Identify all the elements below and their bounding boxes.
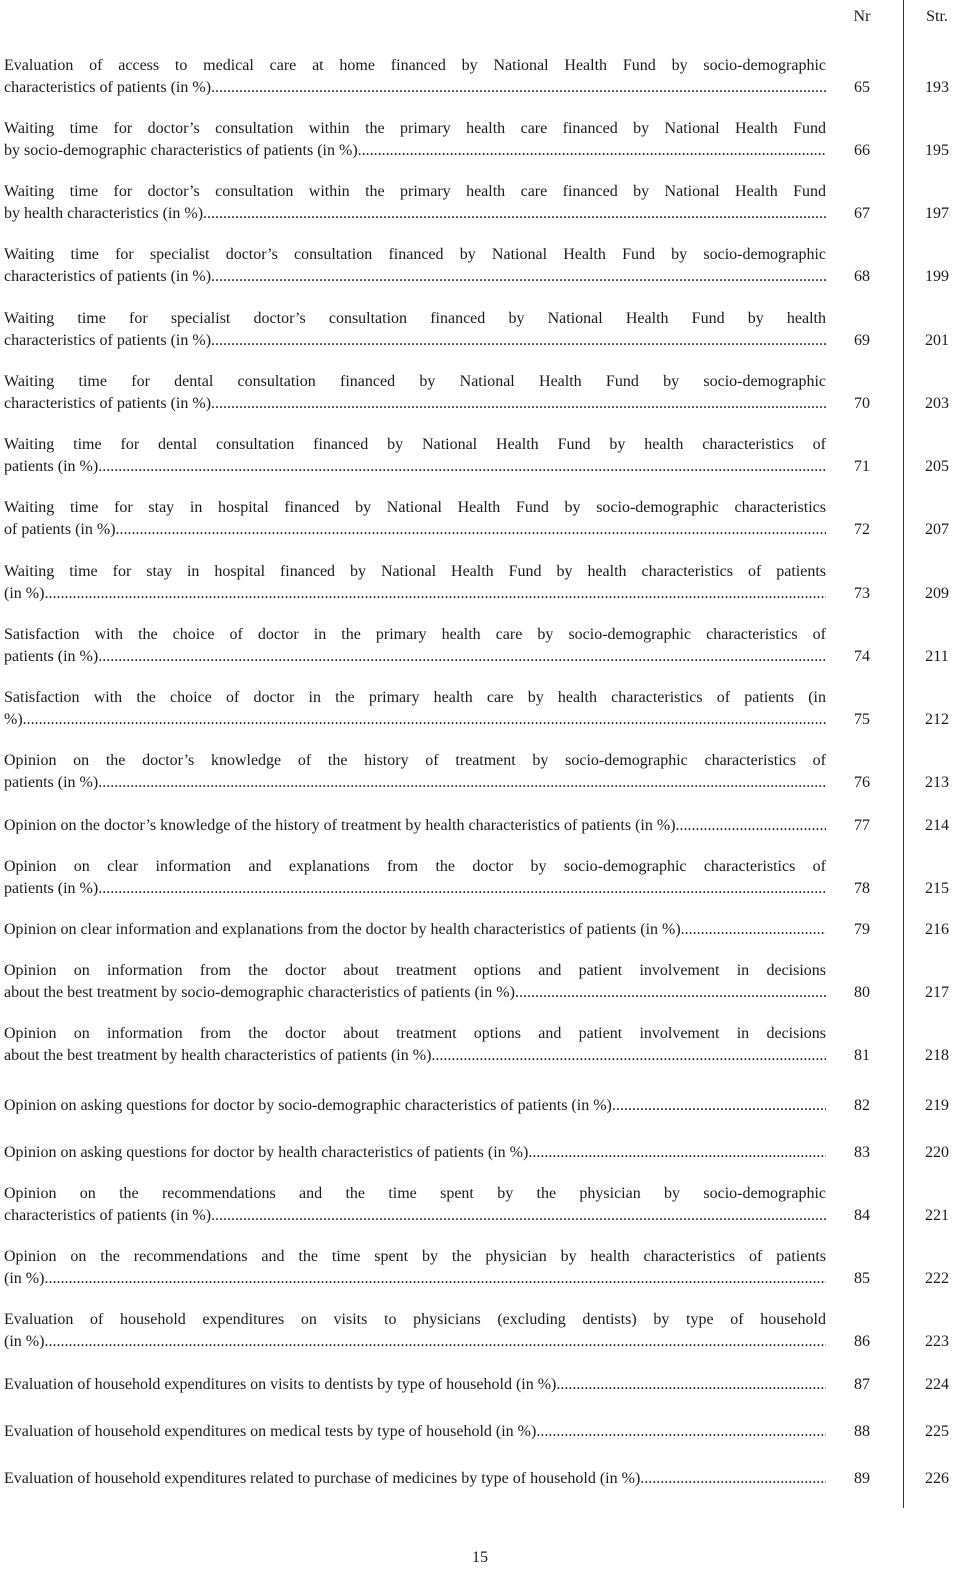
page-ref: 219 <box>925 1097 949 1114</box>
toc-entry-line: Waiting time for dental consultation financed by National Health Fund by health characteristics of <box>4 436 826 453</box>
dot-leader <box>676 815 826 837</box>
page-ref: 212 <box>925 711 949 728</box>
toc-entry-line <box>4 330 826 352</box>
toc-entry-title <box>4 1142 826 1164</box>
page-ref: 223 <box>925 1333 949 1350</box>
toc-entry-line <box>4 878 826 900</box>
toc-entry-line <box>4 1205 826 1227</box>
page-ref: 207 <box>925 521 949 538</box>
toc-entry-text: about the best treatment by socio-demographic characteristics of patients (in %) <box>4 984 515 1001</box>
dot-leader <box>44 1331 826 1353</box>
page-ref: 216 <box>925 921 949 938</box>
toc-entry-title <box>4 118 826 162</box>
toc-entry-title <box>4 1023 826 1067</box>
page-ref: 220 <box>925 1144 949 1161</box>
toc-entry-line: Waiting time for dental consultation financed by National Health Fund by socio-demographic <box>4 373 826 390</box>
table-number: 86 <box>854 1333 870 1350</box>
table-number: 85 <box>854 1270 870 1287</box>
table-number: 73 <box>854 585 870 602</box>
toc-entry-text: %) <box>4 711 23 728</box>
toc-entry-text: (in %) <box>4 1270 45 1287</box>
toc-entry-title <box>4 1095 826 1117</box>
toc-entry-line <box>4 919 826 941</box>
toc-entry-text: Evaluation of household expenditures on visits to dentists by type of household (in %) <box>4 1376 557 1393</box>
page-ref: 213 <box>925 774 949 791</box>
dot-leader <box>203 203 826 225</box>
table-number: 88 <box>854 1423 870 1440</box>
toc-entry-text: characteristics of patients (in %) <box>4 268 212 285</box>
toc-entry-text: Opinion on asking questions for doctor by socio-demographic characteristics of patients (in %) <box>4 1097 612 1114</box>
toc-entry-title <box>4 1183 826 1227</box>
toc-entry-text: characteristics of patients (in %) <box>4 332 212 349</box>
toc-entry-line: Opinion on information from the doctor about treatment options and patient involvement in decisions <box>4 1025 826 1042</box>
table-number: 68 <box>854 268 870 285</box>
dot-leader <box>211 393 826 415</box>
page-ref: 214 <box>925 817 949 834</box>
table-number: 74 <box>854 648 870 665</box>
toc-entry-line <box>4 1268 826 1290</box>
toc-entry-line <box>4 709 826 731</box>
dot-leader <box>211 330 826 352</box>
table-number: 83 <box>854 1144 870 1161</box>
dot-leader <box>431 1045 826 1067</box>
toc-entry-title <box>4 1246 826 1290</box>
toc-entry-text: characteristics of patients (in %) <box>4 395 212 412</box>
table-number: 65 <box>854 79 870 96</box>
toc-entry-text: Evaluation of household expenditures related to purchase of medicines by type of household (in %) <box>4 1470 641 1487</box>
page-ref: 199 <box>925 268 949 285</box>
toc-entry-title <box>4 1374 826 1396</box>
toc-entry-line <box>4 1045 826 1067</box>
dot-leader <box>116 519 826 541</box>
toc-entry-title <box>4 1309 826 1353</box>
toc-entry-text: by socio-demographic characteristics of patients (in %). <box>4 142 362 159</box>
table-number: 69 <box>854 332 870 349</box>
toc-entry-line: Evaluation of household expenditures on visits to physicians (excluding dentists) by type of household <box>4 1311 826 1328</box>
toc-entry-text: patients (in %) <box>4 774 99 791</box>
page-ref: 203 <box>925 395 949 412</box>
toc-entry-text: Evaluation of household expenditures on medical tests by type of household (in %) <box>4 1423 537 1440</box>
page-ref: 222 <box>925 1270 949 1287</box>
table-number: 84 <box>854 1207 870 1224</box>
dot-leader <box>44 583 826 605</box>
toc-entry-text: by health characteristics (in %) <box>4 205 204 222</box>
dot-leader <box>98 456 826 478</box>
toc-entry-line <box>4 266 826 288</box>
page-ref: 201 <box>925 332 949 349</box>
toc-entry-title <box>4 856 826 900</box>
page-ref: 211 <box>925 648 949 665</box>
toc-entry-text: characteristics of patients (in %) <box>4 1207 212 1224</box>
toc-entry-line: Opinion on the doctor’s knowledge of the history of treatment by socio-demographic characteristics of <box>4 752 826 769</box>
dot-leader <box>98 646 826 668</box>
page-ref: 197 <box>925 205 949 222</box>
dot-leader <box>98 772 826 794</box>
dot-leader <box>612 1095 826 1117</box>
table-number: 71 <box>854 458 870 475</box>
toc-entry-title <box>4 1421 826 1443</box>
toc-entry-line <box>4 1095 826 1117</box>
toc-entry-text: Opinion on asking questions for doctor by health characteristics of patients (in %) <box>4 1144 529 1161</box>
dot-leader <box>556 1374 826 1396</box>
toc-entry-line <box>4 772 826 794</box>
toc-entry-text: Opinion on clear information and explanations from the doctor by health characteristics of patients (in %) <box>4 921 681 938</box>
page-ref: 217 <box>925 984 949 1001</box>
table-number: 75 <box>854 711 870 728</box>
toc-entry-line <box>4 1374 826 1396</box>
page-ref: 205 <box>925 458 949 475</box>
toc-entry-line: Opinion on clear information and explanations from the doctor by socio-demographic characteristics of <box>4 858 826 875</box>
table-number: 70 <box>854 395 870 412</box>
page-ref: 221 <box>925 1207 949 1224</box>
dot-leader <box>44 1268 826 1290</box>
table-number: 66 <box>854 142 870 159</box>
table-number: 76 <box>854 774 870 791</box>
header-nr: Nr <box>853 8 871 25</box>
dot-leader <box>640 1468 826 1490</box>
toc-entry-title <box>4 624 826 668</box>
toc-entry-line: Waiting time for specialist doctor’s consultation financed by National Health Fund by socio-demographic <box>4 246 826 263</box>
toc-entry-line: Satisfaction with the choice of doctor in the primary health care by health characteristics of patients (in <box>4 689 826 706</box>
toc-entry-title <box>4 1468 826 1490</box>
table-number: 82 <box>854 1097 870 1114</box>
toc-entry-title <box>4 371 826 415</box>
dot-leader <box>528 1142 826 1164</box>
table-number: 67 <box>854 205 870 222</box>
toc-entry-line: Opinion on the recommendations and the time spent by the physician by health characteristics of patients <box>4 1248 826 1265</box>
toc-entry-line <box>4 982 826 1004</box>
toc-entry-line: Waiting time for specialist doctor’s consultation financed by National Health Fund by health <box>4 310 826 327</box>
toc-entry-line <box>4 519 826 541</box>
toc-entry-line <box>4 203 826 225</box>
toc-entry-line: Evaluation of access to medical care at home financed by National Health Fund by socio-demographic <box>4 57 826 74</box>
page-ref: 218 <box>925 1047 949 1064</box>
toc-entry-title <box>4 687 826 731</box>
toc-entry-text: patients (in %) <box>4 458 99 475</box>
toc-entry-title <box>4 434 826 478</box>
table-number: 81 <box>854 1047 870 1064</box>
dot-leader <box>536 1421 826 1443</box>
dot-leader <box>681 919 826 941</box>
toc-entry-text: of patients (in %) <box>4 521 116 538</box>
dot-leader <box>23 709 826 731</box>
toc-entry-line <box>4 1468 826 1490</box>
toc-entry-title <box>4 55 826 99</box>
dot-leader <box>211 266 826 288</box>
toc-entry-line <box>4 1331 826 1353</box>
page-ref: 224 <box>925 1376 949 1393</box>
toc-entry-line: Opinion on the recommendations and the time spent by the physician by socio-demographic <box>4 1185 826 1202</box>
toc-entry-line <box>4 646 826 668</box>
toc-entry-text: patients (in %) <box>4 648 99 665</box>
table-number: 72 <box>854 521 870 538</box>
page-ref: 215 <box>925 880 949 897</box>
page-ref: 225 <box>925 1423 949 1440</box>
toc-entry-line <box>4 815 826 837</box>
page-ref: 226 <box>925 1470 949 1487</box>
page-ref: 195 <box>925 142 949 159</box>
toc-entry-line: Waiting time for doctor’s consultation within the primary health care financed by National Health Fund <box>4 183 826 200</box>
dot-leader <box>362 140 826 162</box>
table-number: 80 <box>854 984 870 1001</box>
toc-entry-title <box>4 750 826 794</box>
dot-leader <box>515 982 826 1004</box>
page-number: 15 <box>472 1549 488 1566</box>
toc-entry-line: Opinion on information from the doctor about treatment options and patient involvement in decisions <box>4 962 826 979</box>
toc-entry-title <box>4 181 826 225</box>
table-number: 78 <box>854 880 870 897</box>
dot-leader <box>211 77 826 99</box>
toc-entry-text: patients (in %) <box>4 880 99 897</box>
table-number: 77 <box>854 817 870 834</box>
toc-entry-text: characteristics of patients (in %) <box>4 79 212 96</box>
page-ref: 193 <box>925 79 949 96</box>
toc-entry-text: (in %) <box>4 585 45 602</box>
toc-entry-title <box>4 815 826 837</box>
toc-entry-title <box>4 244 826 288</box>
dot-leader <box>98 878 826 900</box>
toc-entry-text: Opinion on the doctor’s knowledge of the history of treatment by health characteristics of patients (in %) <box>4 817 676 834</box>
toc-entry-line <box>4 77 826 99</box>
toc-entry-title <box>4 919 826 941</box>
toc-entry-line: Waiting time for stay in hospital financed by National Health Fund by socio-demographic characteristics <box>4 499 826 516</box>
toc-entry-line <box>4 1142 826 1164</box>
page-ref: 209 <box>925 585 949 602</box>
toc-entry-line <box>4 1421 826 1443</box>
toc-entry-line <box>4 583 826 605</box>
toc-entry-title <box>4 497 826 541</box>
toc-entry-line: Waiting time for stay in hospital financed by National Health Fund by health characteristics of patients <box>4 563 826 580</box>
toc-entry-line: Satisfaction with the choice of doctor in the primary health care by socio-demographic characteristics of <box>4 626 826 643</box>
toc-entry-title <box>4 308 826 352</box>
table-number: 87 <box>854 1376 870 1393</box>
toc-entry-line <box>4 140 826 162</box>
toc-entry-line <box>4 456 826 478</box>
toc-entry-line <box>4 393 826 415</box>
toc-entry-text: (in %) <box>4 1333 45 1350</box>
table-number: 79 <box>854 921 870 938</box>
dot-leader <box>211 1205 826 1227</box>
header-str: Str. <box>926 8 948 25</box>
table-number: 89 <box>854 1470 870 1487</box>
toc-entry-title <box>4 561 826 605</box>
toc-entry-title <box>4 960 826 1004</box>
toc-entry-line: Waiting time for doctor’s consultation within the primary health care financed by National Health Fund <box>4 120 826 137</box>
toc-entry-text: about the best treatment by health characteristics of patients (in %) <box>4 1047 432 1064</box>
